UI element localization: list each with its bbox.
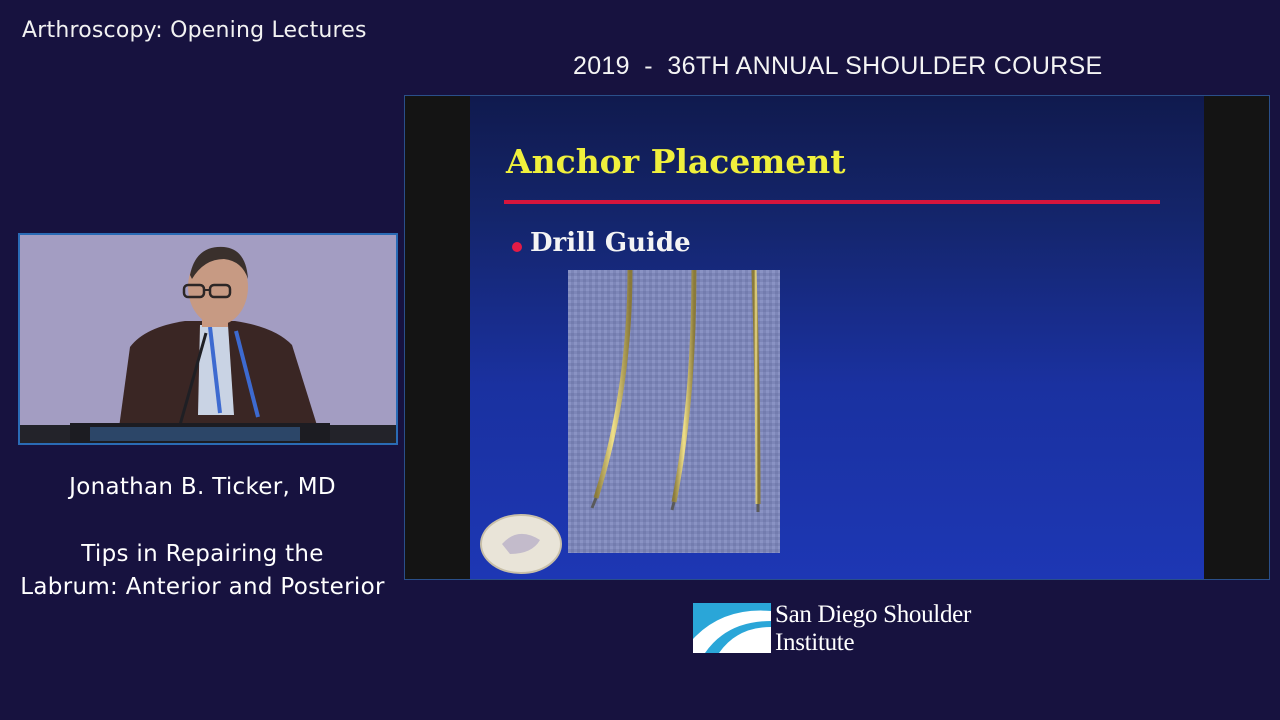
session-title: Arthroscopy: Opening Lectures xyxy=(22,18,367,43)
institute-name-line1: San Diego Shoulder xyxy=(775,601,971,628)
speaker-video xyxy=(18,233,398,445)
talk-title-line1: Tips in Repairing the xyxy=(81,541,324,567)
slide-bullet: Drill Guide xyxy=(530,228,691,258)
talk-title xyxy=(0,538,405,604)
san-diego-shoulder-institute-logo xyxy=(693,603,983,657)
drill-guide-photo xyxy=(568,270,780,553)
speaker-name: Jonathan B. Ticker, MD xyxy=(69,474,336,500)
speaker-video-image xyxy=(20,235,396,443)
presentation-slide xyxy=(470,96,1204,579)
institute-mark-icon xyxy=(693,603,771,653)
institute-name xyxy=(775,601,971,657)
drill-guide-image xyxy=(568,270,780,553)
slide-divider xyxy=(504,200,1160,204)
long-island-shoulder-service-logo xyxy=(480,514,562,574)
talk-title-line2: Labrum: Anterior and Posterior xyxy=(20,574,385,600)
institute-name-line2: Institute xyxy=(775,629,855,656)
course-title: 2019 - 36TH ANNUAL SHOULDER COURSE xyxy=(573,52,1103,80)
slide-heading: Anchor Placement xyxy=(506,142,846,181)
bullet-dot-icon xyxy=(512,242,522,252)
